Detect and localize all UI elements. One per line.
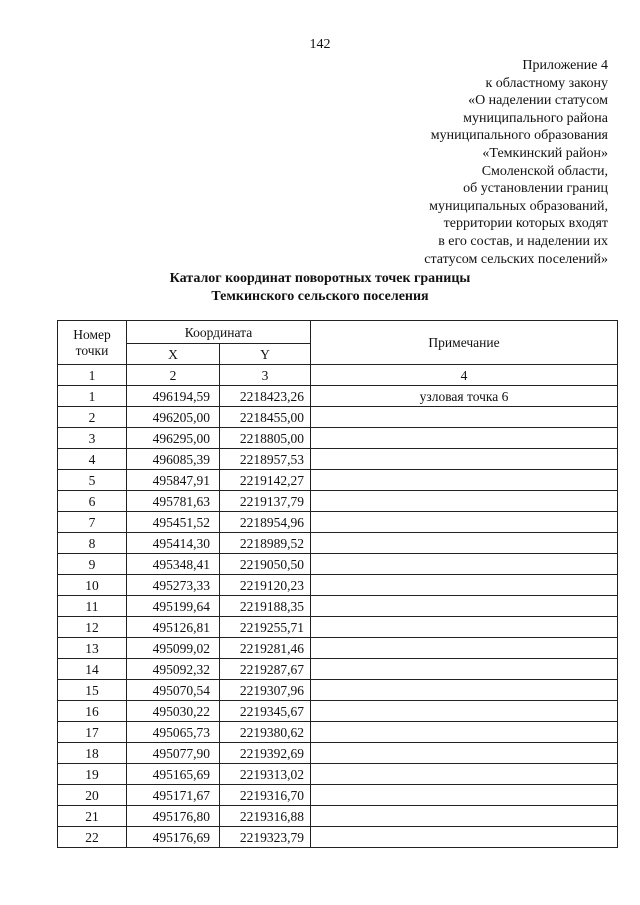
y-cell: 2218989,52: [220, 533, 311, 554]
point-number-cell: 20: [58, 785, 127, 806]
title-line: Темкинского сельского поселения: [211, 289, 429, 304]
y-cell: 2218805,00: [220, 428, 311, 449]
x-cell: 495030,22: [127, 701, 220, 722]
point-number-cell: 22: [58, 827, 127, 848]
x-cell: 495077,90: [127, 743, 220, 764]
column-number: 1: [58, 365, 127, 386]
header-x: X: [127, 344, 220, 365]
x-cell: 495092,32: [127, 659, 220, 680]
point-number-cell: 19: [58, 764, 127, 785]
y-cell: 2219380,62: [220, 722, 311, 743]
point-number-cell: 10: [58, 575, 127, 596]
appendix-header: [308, 57, 608, 268]
point-number-cell: 1: [58, 386, 127, 407]
appendix-line: в его состав, и наделении их: [438, 233, 608, 249]
x-cell: 495451,52: [127, 512, 220, 533]
x-cell: 495171,67: [127, 785, 220, 806]
table-row: [58, 659, 618, 680]
header-coordinate: Координата: [127, 321, 311, 344]
y-cell: 2219316,88: [220, 806, 311, 827]
x-cell: 495176,80: [127, 806, 220, 827]
point-number-cell: 3: [58, 428, 127, 449]
header-point-number: Номер точки: [58, 321, 127, 365]
appendix-line: «О наделении статусом: [468, 93, 608, 109]
y-cell: 2219120,23: [220, 575, 311, 596]
note-cell: [311, 491, 618, 512]
y-cell: 2219188,35: [220, 596, 311, 617]
y-cell: 2218957,53: [220, 449, 311, 470]
table-row: [58, 554, 618, 575]
table-row: [58, 428, 618, 449]
y-cell: 2219316,70: [220, 785, 311, 806]
x-cell: 495348,41: [127, 554, 220, 575]
column-number: 4: [311, 365, 618, 386]
y-cell: 2219255,71: [220, 617, 311, 638]
appendix-line: «Темкинский район»: [482, 145, 608, 161]
table-row: [58, 764, 618, 785]
y-cell: 2218455,00: [220, 407, 311, 428]
column-number: 2: [127, 365, 220, 386]
table-row: [58, 638, 618, 659]
note-cell: [311, 470, 618, 491]
y-cell: 2218954,96: [220, 512, 311, 533]
table-row: [58, 680, 618, 701]
note-cell: [311, 659, 618, 680]
x-cell: 495065,73: [127, 722, 220, 743]
note-cell: узловая точка 6: [311, 386, 618, 407]
table-row: [58, 533, 618, 554]
note-cell: [311, 722, 618, 743]
point-number-cell: 16: [58, 701, 127, 722]
x-cell: 495199,64: [127, 596, 220, 617]
table-row: [58, 617, 618, 638]
table-row: [58, 722, 618, 743]
x-cell: 495165,69: [127, 764, 220, 785]
note-cell: [311, 512, 618, 533]
point-number-cell: 18: [58, 743, 127, 764]
appendix-line: муниципальных образований,: [429, 198, 608, 214]
note-cell: [311, 575, 618, 596]
appendix-line: Приложение 4: [522, 58, 608, 73]
table-row: [58, 785, 618, 806]
page-number: 142: [309, 37, 331, 52]
point-number-cell: 2: [58, 407, 127, 428]
note-cell: [311, 785, 618, 806]
point-number-cell: 7: [58, 512, 127, 533]
y-cell: 2219323,79: [220, 827, 311, 848]
x-cell: 495126,81: [127, 617, 220, 638]
note-cell: [311, 596, 618, 617]
header-y: Y: [220, 344, 311, 365]
note-cell: [311, 449, 618, 470]
table-row: [58, 575, 618, 596]
note-cell: [311, 638, 618, 659]
appendix-line: муниципального района: [463, 110, 608, 126]
table-row: [58, 470, 618, 491]
point-number-cell: 15: [58, 680, 127, 701]
header-note: Примечание: [311, 321, 618, 365]
y-cell: 2219142,27: [220, 470, 311, 491]
appendix-line: статусом сельских поселений»: [424, 251, 608, 267]
x-cell: 495781,63: [127, 491, 220, 512]
x-cell: 495070,54: [127, 680, 220, 701]
note-cell: [311, 428, 618, 449]
y-cell: 2219345,67: [220, 701, 311, 722]
note-cell: [311, 617, 618, 638]
coordinates-table: [57, 320, 618, 848]
note-cell: [311, 827, 618, 848]
x-cell: 495847,91: [127, 470, 220, 491]
point-number-cell: 4: [58, 449, 127, 470]
x-cell: 496194,59: [127, 386, 220, 407]
note-cell: [311, 533, 618, 554]
note-cell: [311, 806, 618, 827]
document-title: [0, 270, 640, 306]
title-line: Каталог координат поворотных точек границы: [169, 271, 471, 286]
appendix-line: к областному закону: [485, 75, 608, 91]
appendix-line: об установлении границ: [463, 181, 608, 197]
point-number-cell: 8: [58, 533, 127, 554]
table-row: [58, 491, 618, 512]
note-cell: [311, 743, 618, 764]
x-cell: 496085,39: [127, 449, 220, 470]
table-row: [58, 827, 618, 848]
point-number-cell: 9: [58, 554, 127, 575]
x-cell: 495273,33: [127, 575, 220, 596]
y-cell: 2219137,79: [220, 491, 311, 512]
point-number-cell: 5: [58, 470, 127, 491]
table-row: [58, 701, 618, 722]
note-cell: [311, 680, 618, 701]
table-row: [58, 512, 618, 533]
appendix-line: территории которых входят: [443, 216, 608, 232]
point-number-cell: 21: [58, 806, 127, 827]
table-row: [58, 449, 618, 470]
table-row: [58, 806, 618, 827]
x-cell: 495176,69: [127, 827, 220, 848]
x-cell: 495099,02: [127, 638, 220, 659]
table-row: [58, 743, 618, 764]
y-cell: 2219307,96: [220, 680, 311, 701]
y-cell: 2219313,02: [220, 764, 311, 785]
table-row: [58, 596, 618, 617]
y-cell: 2218423,26: [220, 386, 311, 407]
y-cell: 2219287,67: [220, 659, 311, 680]
x-cell: 495414,30: [127, 533, 220, 554]
note-cell: [311, 764, 618, 785]
appendix-line: муниципального образования: [430, 128, 608, 144]
point-number-cell: 13: [58, 638, 127, 659]
note-cell: [311, 407, 618, 428]
y-cell: 2219050,50: [220, 554, 311, 575]
point-number-cell: 12: [58, 617, 127, 638]
y-cell: 2219392,69: [220, 743, 311, 764]
table-body: [58, 386, 618, 848]
x-cell: 496205,00: [127, 407, 220, 428]
note-cell: [311, 554, 618, 575]
note-cell: [311, 701, 618, 722]
point-number-cell: 14: [58, 659, 127, 680]
point-number-cell: 17: [58, 722, 127, 743]
table-row: [58, 386, 618, 407]
x-cell: 496295,00: [127, 428, 220, 449]
y-cell: 2219281,46: [220, 638, 311, 659]
point-number-cell: 6: [58, 491, 127, 512]
table-row: [58, 407, 618, 428]
appendix-line: Смоленской области,: [481, 163, 608, 179]
column-number: 3: [220, 365, 311, 386]
point-number-cell: 11: [58, 596, 127, 617]
